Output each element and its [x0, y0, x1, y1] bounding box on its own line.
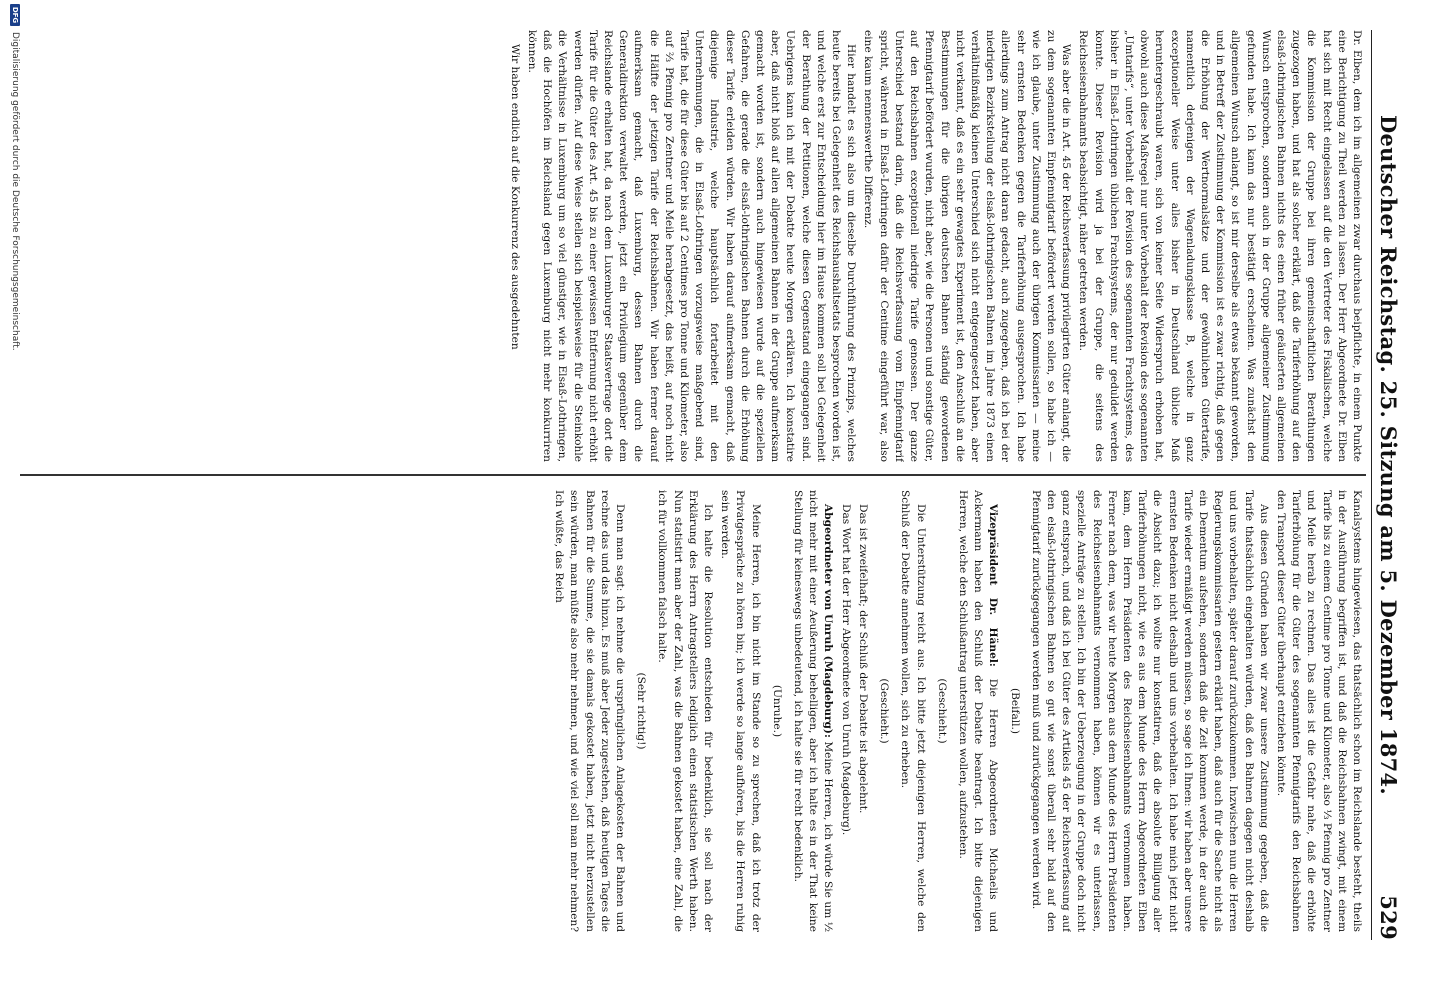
left-column — [24, 30, 1364, 462]
page-number: 529 — [1376, 895, 1401, 940]
right-column — [24, 490, 1364, 932]
reaction-note: (Unruhe.) — [770, 684, 783, 738]
speaker-name: Abgeordneter von Unruh (Magdeburg): — [822, 504, 835, 738]
page-header — [1371, 30, 1412, 940]
digitization-footer — [8, 0, 22, 1000]
reaction-note: (Sehr richtig!) — [635, 672, 648, 750]
page-title: Deutscher Reichstag. 25. Sitzung am 5. Dezember 1874. — [1376, 114, 1401, 796]
paragraph: Aus diesen Gründen haben wir zwar unsere Zustimmung gegeben, daß die Tarife thatsächlich eingehalten würden, daß den Bahnen dagegen nicht deshalb und uns vorbehalten, später darauf zurückzukommen. Inzwischen nun die Herren Regierungskommissarien gestern erklärt haben, daß auch für die Sache nicht als ein Dementum aufsehen, sondern daß die Zeit kommen werde, in der auch die Tarife wieder ermäßigt werden müssen, so sage ich Ihnen: wir haben aber unsere ernsten Bedenken nicht deshalb und uns vorbehalten. Ich habe mich jetzt nicht die Absicht dazu; ich wollte nur konstatiren, daß die absolute Billigung aller Tariferhöhungen nicht, wie es aus dem Munde des Herrn Abgeordneten Elben kam, dem Herrn Präsidenten des Reichseisenbahnamts vernommen haben. Ferner nach dem, was wir heute Morgen aus dem Munde des Herrn Präsidenten des Reichseisenbahnamts vernommen haben, können wir es unterlassen, spezielle Anträge zu stellen. Ich bin der Ueberzeugung in der Gruppe doch nicht ganz entsprach, und daß ich bei Güter des Artikels 45 der Reichsverfassung auf den elsaß-lothringischen Bahnen so gut wie sonst überall sehr bald auf den Pfennigtarif zurückgegangen werden muß und zurückgegangen werden wird. — [1029, 490, 1270, 932]
paragraph: Das Wort hat der Herr Abgeordnete von Unruh (Magdeburg). — [839, 504, 852, 836]
paragraph: Das ist zweifelhaft; der Schluß der Debatte ist abgelehnt. — [856, 504, 869, 814]
dfg-logo: DFG — [10, 4, 20, 26]
reaction-note: (Beifall.) — [1008, 687, 1021, 735]
paragraph: Denn man sagt: ich nehme die ursprünglichen Anlagekosten der Bahnen und rechne das und das hinzu. Es muß aber Jeder zugestehen, daß heutigen Tages die Bahnen für die Summe, die sie damals gekostet haben, jetzt nicht herzustellen sein würden, man müßte also mehr nehmen, und wie viel soll man mehr nehmen? Ich wüßte, das Reich — [553, 490, 627, 932]
paragraph: Die Unterstützung reicht aus. Ich bitte jetzt diejenigen Herren, welche den Schluß der Debatte annehmen wollen, sich zu erheben. — [899, 490, 927, 932]
paragraph — [955, 490, 1001, 932]
paragraph: Dr. Elben, dem ich im allgemeinen zwar durchaus beipflichte, in einem Punkte eine Berichtigung zu Theil werden zu lassen. Der Herr Abgeordnete Dr. Elben hat sich mit Recht eingelassen auf die den Vertreter des Fiskalischen, welche die Kommission der Gruppe bei ihren gemeinschaftlichen Berathungen zugezogen haben, und hat als solcher erklärt, daß die Tariferhöhung auf den elsaß-lothringischen Bahnen nichts des einen früher geäußerten allgemeinen Wunsch entsprochen, sondern auch in der Gruppe allgemeiner Zustimmung gefunden habe. Ich kann das nur bestätigt erscheinen. Was zunächst den allgemeinen Wunsch anlangt, so ist mir derselbe als etwas bekannt geworden, und in Betreff der Zustimmung der Kommission ist es zwar richtig, daß gegen die Erhöhung der Wertnormalsätze und der gewöhnlichen Gütertarife, namentlich derjenigen der Wagenladungsklasse B, welche in ganz exceptioneller Weise unter alles bisher in Deutschland übliche Maß heruntergeschraubt waren, sich von keiner Seite Widerspruch erhoben hat, obwohl auch diese Maßregel nur unter Vorbehalt der Revision des sogenannten „Umtarifs“, unter Vorbehalt der Revision des sogenannten Frachtsystems, des bisher in Elsaß-Lothringen üblichen Frachtsystems, der nur geduldet werden konnte. Dieser Revision wird ja bei der Gruppe, die seitens des Reichseisenbahnamts beabsichtigt, näher getreten werden. — [1077, 30, 1363, 462]
speech-text: Die Herren Abgeordneten Michaelis und Ackermann haben den Schluß der Debatte beantragt. Ich bitte diejenigen Herren, welche den Schlußantrag unterstützen wollen, aufzustehen. — [956, 490, 1000, 932]
speaker-name: Vizepräsident Dr. Hänel: — [987, 504, 1000, 667]
paragraph: Meine Herren, ich bin nicht im Stande so zu sprechen, daß ich trotz der Privatgespräche zu hören bin; ich werde so lange aufhören, bis die Herren ruhig sein werden. — [719, 490, 762, 932]
reaction-note: (Geschieht.) — [935, 678, 948, 744]
column-divider — [20, 474, 1366, 476]
paragraph: Ich halte die Resolution entschieden für bedenklich, sie soll nach der Erklärung des Herrn Antragstellers lediglich einen statistischen Werth haben. Nun statistirt man aber der Zahl, was die Bahnen gekostet haben, eine Zahl, die ich für vollkommen falsch halte. — [656, 490, 715, 932]
paragraph: Kanalsystems hingewiesen, das thatsächlich schon im Reichslande besteht, theils in der Ausführung begriffen ist, und daß die Reichsbahnen zwingt, mit einem Tarife bis zu einem Centime pro Tonne und Kilometer, also ⅓ Pfennig pro Zentner und Meile herab zu rechnen. Das alles ist die Gefahr nahe, daß die erhöhte Tariferhöhung für die Güter des sogenannten Pfennigtarifs den Reichsbahnen den Transport dieser Güter überhaupt entziehen könnte. — [1274, 490, 1363, 932]
paragraph: Wir haben endlich auf die Konkurrenz des ausgedehnten — [508, 44, 521, 350]
speech-text: Meine Herren, ich würde Sie um ½ nicht mehr mit einer Aeußerung behelligen, aber ich halte es in der That keine Stellung für keineswegs unbedeutend, ich halte sie für recht bedenklich. — [792, 490, 835, 932]
digitization-caption: Digitalisierung gefördert durch die Deutsche Forschungsgemeinschaft. — [10, 32, 20, 351]
paragraph: Was aber die in Art. 45 der Reichsverfassung privilegirten Güter anlangt, die zu dem sogenannten Einpfennigtarif befördert werden sollen, so habe ich — wie ich glaube, unter Zustimmung auch der übrigen Kommissarien — meine sehr ernsten Bedenken gegen die Tariferhöhung ausgesprochen. Ich habe allerdings zum Antrag nicht daran gedacht, auch zugegeben, daß ich bei der niedrigen Bezirksteilung der elsaß-lothringischen Bahnen im Jahre 1873 einen verhältnißmäßig kleinen Unterschied sich nicht entgegengesetzt haben, aber nicht verkannt, daß es ein sehr gewagtes Experiment ist, den Anschluß an die Bestimmungen für die übrigen deutschen Bahnen ständig gewordenen Pfennigtarif befördert wurden, nicht aber, wie die Personen und sonstige Güter, auf den Reichsbahnen exceptionell niedrige Tarife genossen. Der ganze Unterschied bestand darin, daß die Reichsverfassung vom Einpfennigtarif spricht, während in Elsaß-Lothringen dafür der Centime eingeführt war, also eine kaum nennenswerthe Differenz. — [862, 30, 1073, 462]
paragraph: Hier handelt es sich also um dieselbe Durchführung des Prinzips, welches heute bereits bei Gelegenheit des Reichshaushaltsetats besprochen worden ist, und welche erst zur Entscheidung hier im Hause kommen soll bei Gelegenheit der Berathung der Petitionen, welche diesen Gegenstand eingegangen sind. Uebrigens kann ich mit der Debatte heute Morgen erklären. Ich konstatire aber, daß nicht bloß auf allen allgemeinen Bahnen in der Gruppe aufmerksam gemacht worden ist, sondern auch hingewiesen wurde auf die speziellen Gefahren, die gerade die elsaß-lothringischen Bahnen durch die Erhöhung dieser Tarife erleiden würden. Wir haben darauf aufmerksam gemacht, daß diejenige Industrie, welche hauptsächlich fortarbeitet mit den Unternehmungen, die in Elsaß-Lothringen vorzugsweise maßgebend sind, Tarife hat, die für diese Güter bis auf 2 Centimes pro Tonne und Kilometer, also auf ⅔ Pfennig pro Zentner und Meile herabgesetzt, das heißt, auf noch nicht die Hälfte der jetzigen Tarife der Reichsbahnen. Wir haben ferner darauf aufmerksam gemacht, daß Luxemburg, dessen Bahnen durch die Generaldirektion verwaltet werden, jetzt ein Privilegium gegenüber dem Reichslande erhalten hat, da nach dem Luxemburger Staatsvertrage dort die Tarife für die Güter des Art. 45 bis zu einer gewissen Entfernung nicht erhöht werden dürfen. Auf diese Weise stellen sich beispielsweise für die Steinkohle die Verhältnisse in Luxemburg um so viel günstiger, wie in Elsaß-Lothringen, daß die Hochöfen im Reichsland gegen Luxemburg nicht mehr konkurriren können. — [526, 30, 858, 462]
reaction-note: (Geschieht.) — [878, 678, 891, 744]
paragraph — [790, 490, 836, 932]
